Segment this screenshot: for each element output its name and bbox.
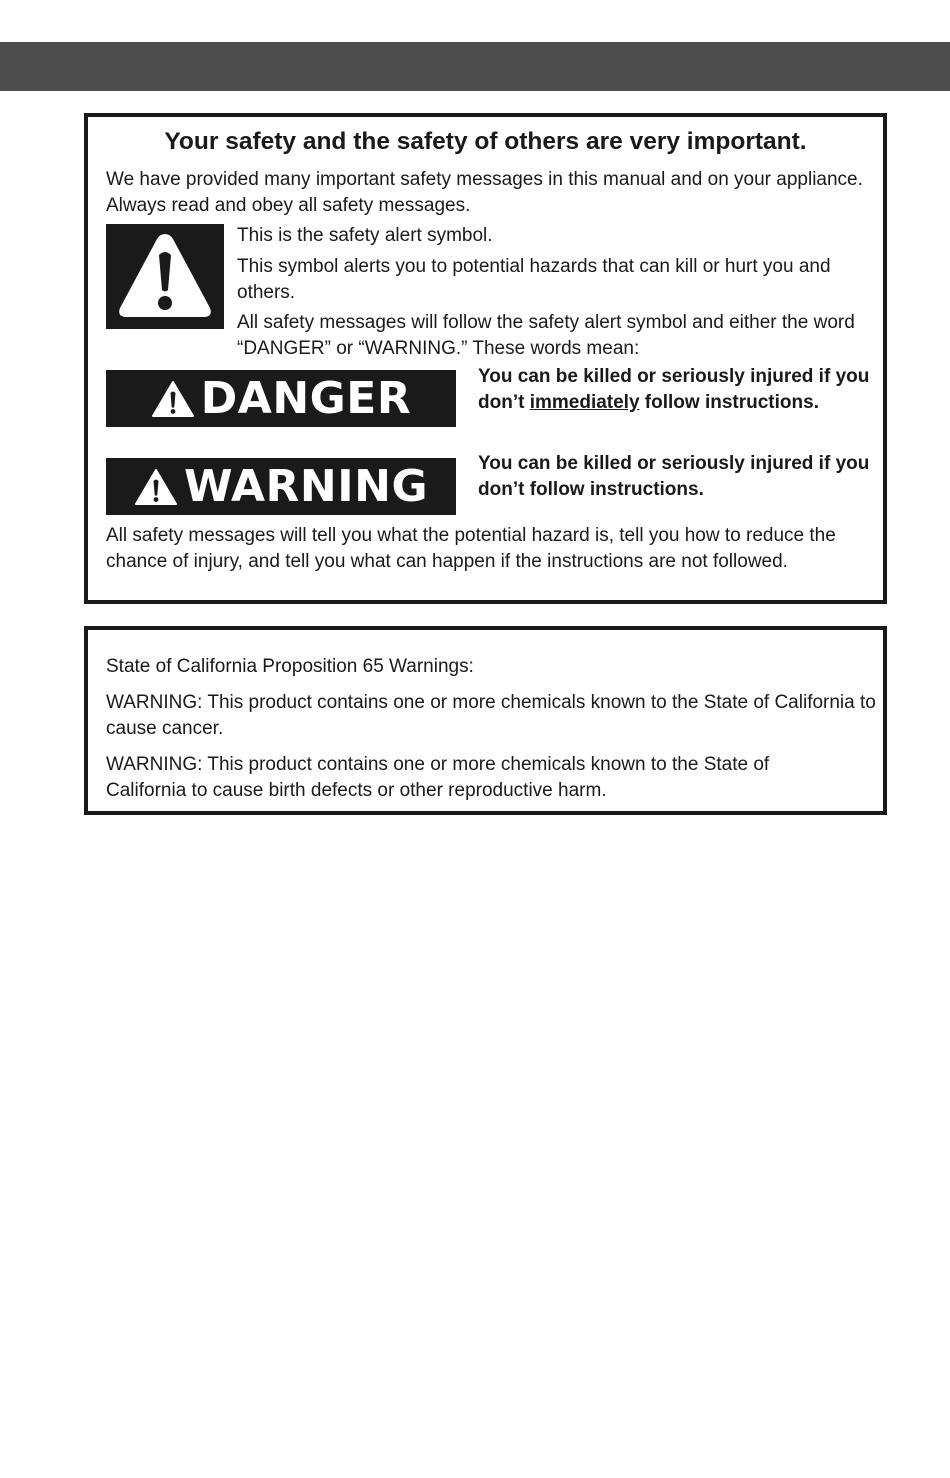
- symbol-description-2: This symbol alerts you to potential hazards that can kill or hurt you and others.: [237, 256, 831, 303]
- danger-meaning-end: follow instructions.: [639, 392, 819, 413]
- prop65-cancer-warning: WARNING: This product contains one or more chemicals known to the State of California to cause cancer.: [106, 692, 876, 739]
- symbol-description-1: This is the safety alert symbol.: [237, 225, 493, 246]
- safety-information-box: [84, 113, 887, 604]
- warning-signal-label: [106, 458, 456, 515]
- safety-closing-text: All safety messages will tell you what the potential hazard is, tell you how to reduce the chance of injury, and tell you what can happen if the instructions are not followed.: [106, 525, 836, 572]
- danger-meaning-emphasis: immediately: [529, 392, 640, 413]
- warning-alert-icon: [134, 467, 178, 507]
- danger-meaning-start: You can be killed or seriously injured if you don’t: [478, 366, 870, 413]
- symbol-description-3: All safety messages will follow the safety alert symbol and either the word “DANGER” or “WARNING.” These words mean:: [237, 312, 855, 359]
- safety-alert-symbol: [106, 224, 224, 329]
- danger-signal-label: [106, 370, 456, 427]
- page-header-bar: [0, 42, 950, 91]
- safety-alert-triangle-icon: [106, 224, 224, 329]
- prop65-reproductive-warning: WARNING: This product contains one or more chemicals known to the State of California to cause birth defects or other reproductive harm.: [106, 754, 770, 801]
- danger-meaning: [478, 364, 873, 416]
- safety-heading: Your safety and the safety of others are very important.: [164, 128, 807, 155]
- warning-word: WARNING: [183, 461, 429, 512]
- warning-meaning: You can be killed or seriously injured if you don’t follow instructions.: [478, 453, 870, 500]
- safety-intro-text: We have provided many important safety messages in this manual and on your appliance. Always read and obey all safety messages.: [106, 169, 863, 216]
- danger-alert-icon: [151, 379, 195, 419]
- danger-word: DANGER: [200, 373, 412, 424]
- proposition-65-box: [84, 626, 887, 815]
- prop65-title: State of California Proposition 65 Warnings:: [106, 656, 474, 677]
